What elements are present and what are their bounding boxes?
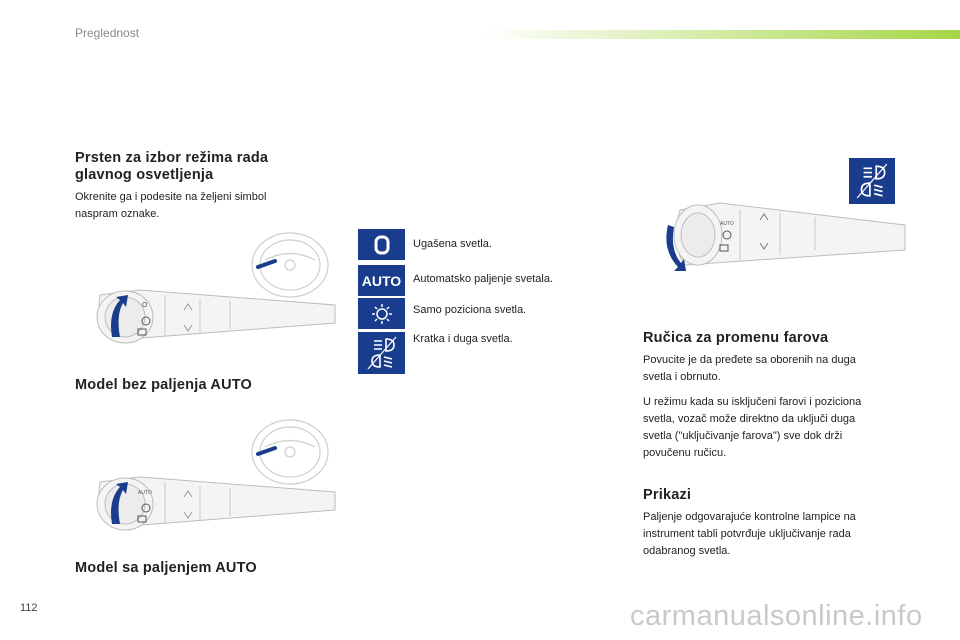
header-accent-bar xyxy=(480,30,960,39)
displays-paragraph xyxy=(643,509,856,560)
stalk-illustration-auto xyxy=(80,412,340,557)
ring-desc-line1: Okrenite ga i podesite na željeni simbol xyxy=(75,191,267,203)
lever-title: Ručica za promenu farova xyxy=(643,330,829,346)
stalk-illustration-no-auto xyxy=(80,225,340,370)
ring-title-line1: Prsten za izbor režima rada xyxy=(75,150,269,166)
headlights-icon xyxy=(358,332,405,374)
lever-auto-mark: AUTO xyxy=(720,221,734,227)
ring-description xyxy=(75,189,266,223)
ring-title-line2: glavnog osvetljenja xyxy=(75,167,214,183)
mode-position-label: Samo poziciona svetla. xyxy=(413,304,527,316)
stalk-auto-mark: AUTO xyxy=(138,490,152,496)
mode-auto-label: Automatsko paljenje svetala. xyxy=(413,273,554,285)
lever-paragraph-1 xyxy=(643,352,856,386)
mode-off-label: Ugašena svetla. xyxy=(413,238,492,250)
lever-p1-line1: Povucite je da pređete sa oborenih na duga xyxy=(643,354,856,366)
ring-title xyxy=(75,150,268,184)
lever-paragraph-2 xyxy=(643,394,861,462)
svg-text:O: O xyxy=(142,302,148,309)
ring-desc-line2: naspram oznake. xyxy=(75,208,160,220)
auto-icon xyxy=(358,265,405,296)
auto-symbol: AUTO xyxy=(361,272,402,289)
mode-headlights-label: Kratka i duga svetla. xyxy=(413,333,513,345)
model-without-auto-heading: Model bez paljenja AUTO xyxy=(75,377,253,393)
section-title: Preglednost xyxy=(75,26,140,40)
lever-p2-line1: U režimu kada su isključeni farovi i poziciona xyxy=(643,396,862,408)
position-lights-icon xyxy=(358,298,405,329)
off-icon xyxy=(358,229,405,260)
page-number: 112 xyxy=(20,602,38,614)
lever-p1-line2: svetla i obrnuto. xyxy=(643,371,721,383)
lever-p2-line2: svetla, vozač može direktno da uključi duga xyxy=(643,413,856,425)
displays-p-line2: instrument tabli potvrđuje uključivanje rada xyxy=(643,528,851,540)
lever-p2-line4: povučenu ručicu. xyxy=(643,447,727,459)
displays-p-line3: odabranog svetla. xyxy=(643,545,731,557)
model-with-auto-heading: Model sa paljenjem AUTO xyxy=(75,560,257,576)
displays-title: Prikazi xyxy=(643,487,692,503)
displays-p-line1: Paljenje odgovarajuće kontrolne lampice na xyxy=(643,511,856,523)
lever-illustration xyxy=(640,195,910,280)
lever-p2-line3: svetla ("uključivanje farova") sve dok drži xyxy=(643,430,843,442)
watermark: carmanualsonline.info xyxy=(630,600,923,632)
